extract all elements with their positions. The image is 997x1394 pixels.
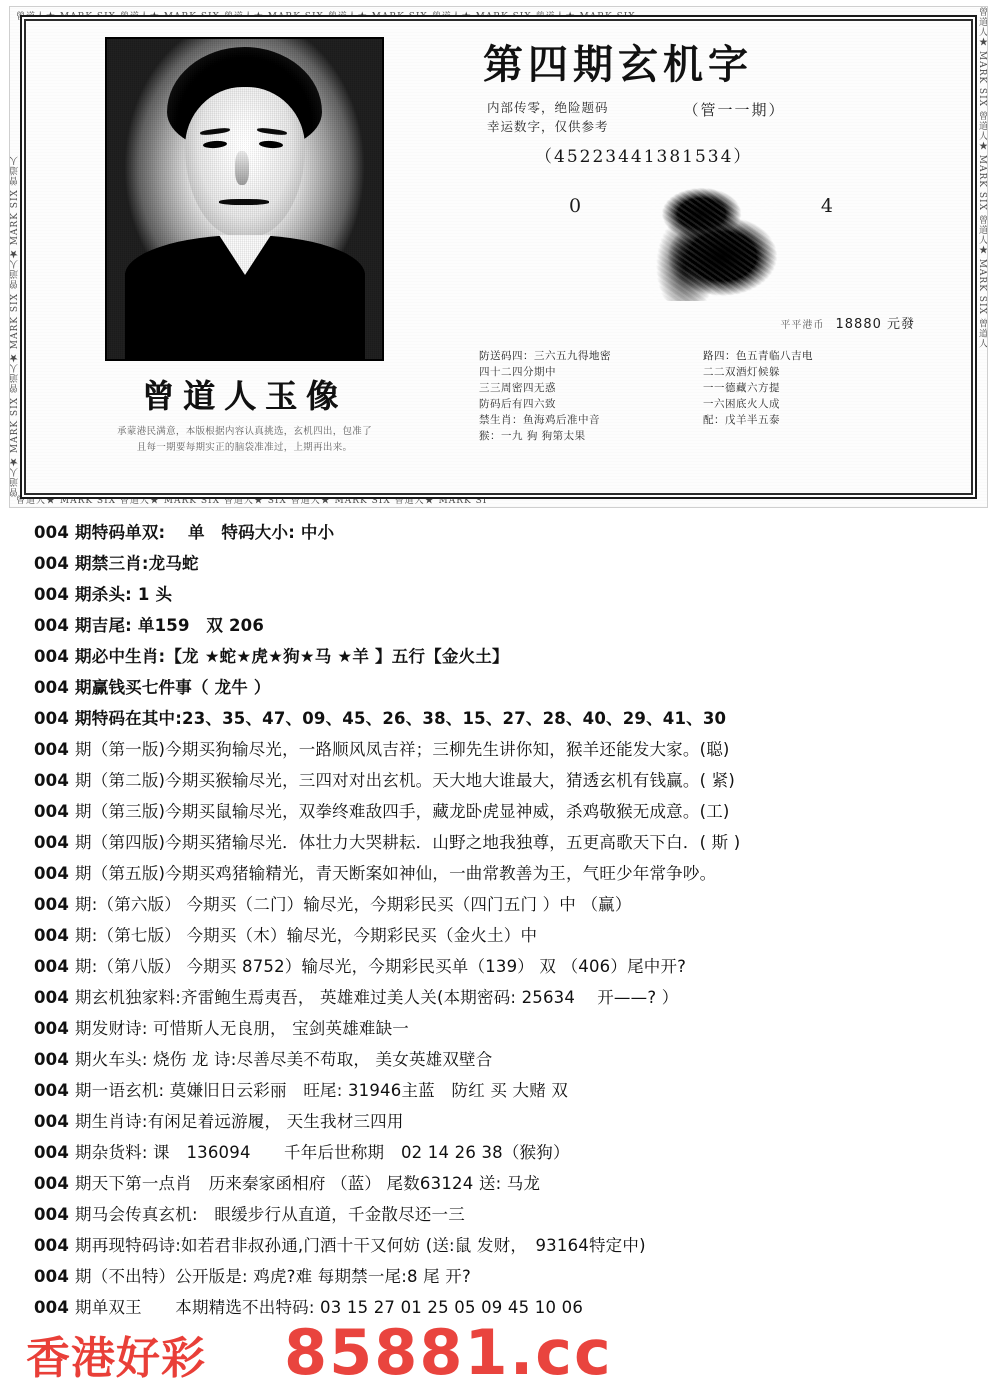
micro-text-right: 曾道人★ MARK SIX 曾道人★ MARK SIX 曾道人★ MARK SIX 曾道人 bbox=[977, 7, 987, 349]
line-issue-number: 004 bbox=[34, 740, 70, 759]
watermark-site-text: 85881.cc bbox=[284, 1316, 613, 1389]
line-text: 期必中生肖:【龙 ★蛇★虎★狗★马 ★羊 】五行【金火土】 bbox=[75, 647, 509, 666]
forecast-line bbox=[34, 646, 973, 668]
micro-text-top: 曾道人★ MARK SIX 曾道人★ MARK SIX 曾道人★ MARK SIX 曾道人★ MARK SIX 曾道人★ MARK SIX 曾道人★ MARK SIX bbox=[16, 12, 636, 21]
line-issue-number: 004 bbox=[34, 1112, 70, 1131]
line-issue-number: 004 bbox=[34, 1050, 70, 1069]
forecast-line bbox=[34, 894, 973, 916]
line-text: 期杀头: 1 头 bbox=[75, 585, 173, 604]
poster-price-row bbox=[465, 313, 915, 332]
line-text: 期天下第一点肖 历来秦家函相府 （蓝） 尾数63124 送: 马龙 bbox=[75, 1174, 541, 1193]
portrait-photo bbox=[105, 37, 384, 361]
poster-col-left-head: 防送码四：三六五九得地密 bbox=[479, 350, 611, 362]
line-text: 期生肖诗:有闲足着远游履， 天生我材三四用 bbox=[75, 1112, 404, 1131]
line-issue-number: 004 bbox=[34, 1143, 70, 1162]
forecast-line bbox=[34, 708, 973, 730]
line-issue-number: 004 bbox=[34, 1019, 70, 1038]
forecast-line bbox=[34, 1049, 973, 1071]
poster-title: 第四期玄机字 bbox=[483, 41, 753, 88]
scan-grain-overlay bbox=[107, 39, 382, 359]
forecast-line bbox=[34, 1173, 973, 1195]
portrait-fineprint-line2: 且每一期要每期实正的脑袋准准过，上期再出来。 bbox=[136, 442, 353, 453]
line-issue-number: 004 bbox=[34, 616, 70, 635]
line-issue-number: 004 bbox=[34, 585, 70, 604]
forecast-line bbox=[34, 1297, 973, 1319]
line-text: 期（第三版)今期买鼠输尽光，双拳终难敌四手，藏龙卧虎显神威，杀鸡敬猴无成意。(工) bbox=[75, 802, 730, 821]
line-issue-number: 004 bbox=[34, 647, 70, 666]
forecast-lines bbox=[0, 522, 997, 1319]
forecast-line bbox=[34, 925, 973, 947]
line-text: 期玄机独家料:齐雷鲍生焉夷吾， 英雄难过美人关(本期密码: 25634 开——? ） bbox=[75, 988, 679, 1007]
poster-col-left-l2: 四十二四分期中 bbox=[479, 366, 556, 378]
line-text: 期（第一版)今期买狗输尽光，一路顺风凤吉祥；三柳先生讲你知，猴羊还能发大家。(聪) bbox=[75, 740, 730, 759]
line-text: 期禁三肖:龙马蛇 bbox=[75, 554, 199, 573]
portrait-caption: 曾道人玉像 bbox=[141, 377, 347, 415]
forecast-line bbox=[34, 739, 973, 761]
line-text: 期特码在其中:23、35、47、09、45、26、38、15、27、28、40、29、41、30 bbox=[75, 709, 727, 728]
line-issue-number: 004 bbox=[34, 709, 70, 728]
forecast-line bbox=[34, 1018, 973, 1040]
line-issue-number: 004 bbox=[34, 1081, 70, 1100]
line-issue-number: 004 bbox=[34, 833, 70, 852]
poster-right-panel bbox=[465, 33, 945, 463]
forecast-line bbox=[34, 1080, 973, 1102]
line-text: 期发财诗: 可惜斯人无良朋， 宝剑英雄难缺一 bbox=[75, 1019, 409, 1038]
line-text: 期:（第六版） 今期买（二门）输尽光，今期彩民买（四门五门 ）中 （赢） bbox=[75, 895, 632, 914]
line-issue-number: 004 bbox=[34, 926, 70, 945]
line-issue-number: 004 bbox=[34, 1236, 70, 1255]
line-text: 期（不出特）公开版是: 鸡虎?难 每期禁一尾:8 尾 开? bbox=[75, 1267, 471, 1286]
line-issue-number: 004 bbox=[34, 523, 70, 542]
poster-image bbox=[9, 6, 988, 508]
line-text: 期再现特码诗:如若君非叔孙通,门酒十干又何妨 (送:鼠 发财， 93164特定中) bbox=[75, 1236, 646, 1255]
line-issue-number: 004 bbox=[34, 1298, 70, 1317]
line-issue-number: 004 bbox=[34, 1267, 70, 1286]
forecast-line bbox=[34, 584, 973, 606]
line-issue-number: 004 bbox=[34, 771, 70, 790]
line-text: 期特码单双: 单 特码大小: 中小 bbox=[75, 523, 335, 542]
line-issue-number: 004 bbox=[34, 802, 70, 821]
line-issue-number: 004 bbox=[34, 895, 70, 914]
forecast-line bbox=[34, 1235, 973, 1257]
line-text: 期（第二版)今期买猴输尽光，三四对对出玄机。天大地大谁最大，猜透玄机有钱赢。( 紧) bbox=[75, 771, 736, 790]
line-text: 期火车头: 烧伤 龙 诗:尽善尽美不苟取， 美女英雄双壁合 bbox=[75, 1050, 493, 1069]
poster-col-right-head: 路四：色五青临八吉电 bbox=[703, 350, 813, 362]
poster-column-right bbox=[703, 348, 903, 444]
ink-blob-icon bbox=[647, 183, 777, 301]
line-issue-number: 004 bbox=[34, 678, 70, 697]
line-issue-number: 004 bbox=[34, 864, 70, 883]
line-issue-number: 004 bbox=[34, 1205, 70, 1224]
poster-ink-artwork bbox=[555, 177, 855, 307]
forecast-line bbox=[34, 1142, 973, 1164]
portrait-block bbox=[72, 37, 417, 457]
poster-col-left-l3: 三三周密四无惑 bbox=[479, 382, 556, 394]
poster-col-left-l6: 猴：一九 狗 狗第太果 bbox=[479, 430, 586, 442]
poster-column-left bbox=[479, 348, 679, 444]
poster-col-left-l4: 防码后有四六致 bbox=[479, 398, 556, 410]
forecast-line bbox=[34, 553, 973, 575]
line-text: 期单双王 本期精选不出特码: 03 15 27 01 25 05 09 45 10 06 bbox=[75, 1298, 584, 1317]
forecast-line bbox=[34, 770, 973, 792]
micro-text-bottom: 曾道人★ MARK SIX 曾道人★ MARK SIX 曾道人★ SIX 曾道人★ MARK SIX 曾道人★ MARK SI bbox=[16, 496, 488, 505]
forecast-line bbox=[34, 832, 973, 854]
watermark bbox=[26, 1316, 971, 1388]
line-text: 期杂货料: 课 136094 千年后世称期 02 14 26 38（猴狗） bbox=[75, 1143, 570, 1162]
poster-price-label: 平平港币 bbox=[780, 320, 825, 331]
line-issue-number: 004 bbox=[34, 957, 70, 976]
forecast-line bbox=[34, 1204, 973, 1226]
forecast-line bbox=[34, 615, 973, 637]
poster-digit-right: 4 bbox=[820, 195, 833, 217]
line-text: 期马会传真玄机: 眼缓步行从直道，千金散尽还一三 bbox=[75, 1205, 465, 1224]
poster-col-right-l2: 二二双酒灯候躲 bbox=[703, 366, 780, 378]
poster-subtitle-line2: 幸运数字，仅供参考 bbox=[487, 119, 609, 134]
line-text: 期:（第八版） 今期买 8752）输尽光，今期彩民买单（139） 双 （406）尾中开? bbox=[75, 957, 687, 976]
poster-digit-left: 0 bbox=[569, 195, 582, 217]
poster-col-right-l5: 配：戊羊半五泰 bbox=[703, 414, 780, 426]
line-text: 期:（第七版） 今期买（木）输尽光，今期彩民买（金火土）中 bbox=[75, 926, 538, 945]
poster-col-right-l3: 一一德藏六方提 bbox=[703, 382, 780, 394]
line-text: 期赢钱买七件事（ 龙牛 ） bbox=[75, 678, 271, 697]
portrait-fineprint-line1: 承蒙港民满意，本版根据内容认真挑选，玄机四出，包准了 bbox=[117, 426, 372, 437]
watermark-left-text: 香港好彩 bbox=[26, 1333, 206, 1384]
forecast-line bbox=[34, 1266, 973, 1288]
forecast-line bbox=[34, 863, 973, 885]
micro-text-left: 曾道人★ MARK SIX 曾道人★ MARK SIX 曾道人★ MARK SIX 曾道人 bbox=[10, 155, 20, 497]
line-text: 期吉尾: 单159 双 206 bbox=[75, 616, 265, 635]
poster-code: （45223441381534） bbox=[535, 147, 753, 167]
poster-issue-label: （管一一期） bbox=[683, 101, 786, 119]
forecast-line bbox=[34, 522, 973, 544]
forecast-line bbox=[34, 801, 973, 823]
line-issue-number: 004 bbox=[34, 1174, 70, 1193]
line-text: 期一语玄机: 莫嫌旧日云彩丽 旺尾: 31946主蓝 防红 买 大赌 双 bbox=[75, 1081, 569, 1100]
forecast-line bbox=[34, 956, 973, 978]
poster-col-left-l5: 禁生肖：鱼海鸡后准中音 bbox=[479, 414, 600, 426]
forecast-line bbox=[34, 677, 973, 699]
poster-subtitle-line1: 内部传零，绝险题码 bbox=[487, 100, 609, 115]
line-issue-number: 004 bbox=[34, 988, 70, 1007]
line-text: 期（第四版)今期买猪输尽光．体壮力大哭耕耘．山野之地我独尊，五更高歌天下白．( 斯 ) bbox=[75, 833, 741, 852]
forecast-line bbox=[34, 1111, 973, 1133]
poster-price-value: 18880 元發 bbox=[835, 317, 915, 332]
line-text: 期（第五版)今期买鸡猪输精光，青天断案如神仙，一曲常教善为王，气旺少年常争吵。 bbox=[75, 864, 717, 883]
poster-col-right-l4: 一六困底火人成 bbox=[703, 398, 780, 410]
forecast-line bbox=[34, 987, 973, 1009]
line-issue-number: 004 bbox=[34, 554, 70, 573]
